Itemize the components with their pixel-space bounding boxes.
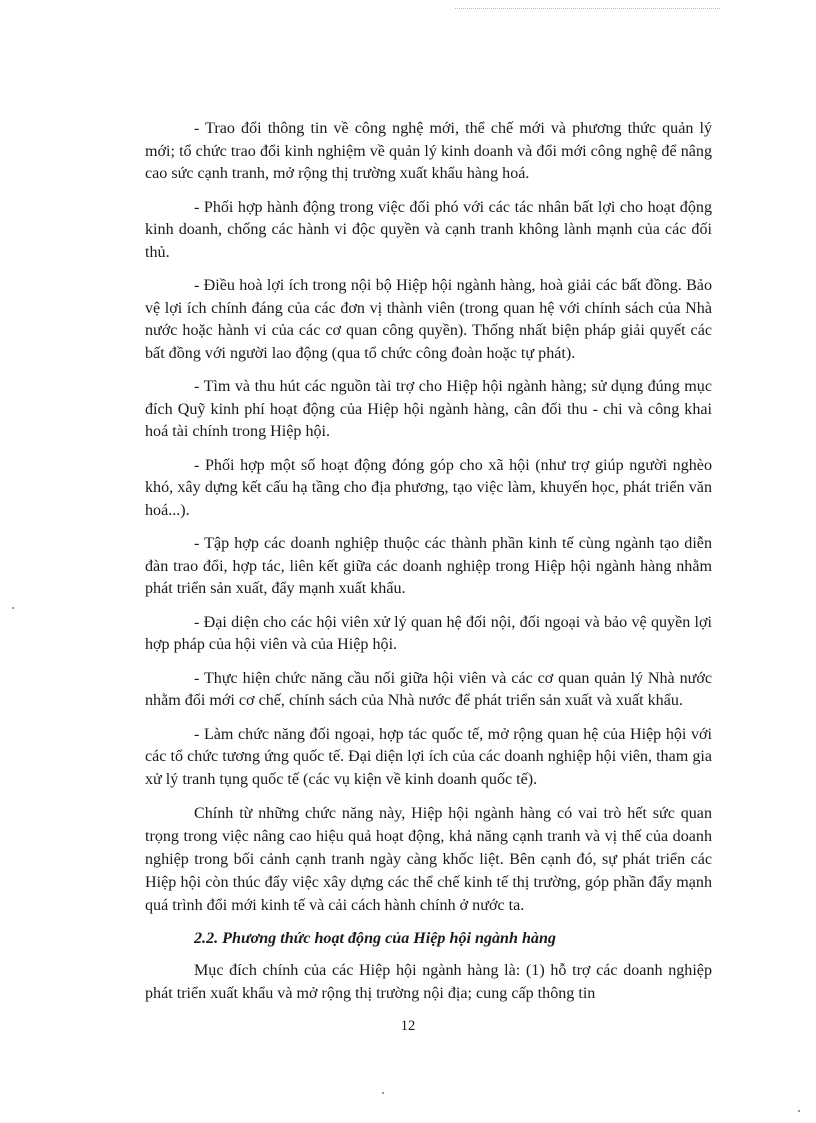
- scan-speck: [382, 1092, 384, 1094]
- scan-speck: [12, 607, 14, 609]
- scan-speck: [798, 1110, 800, 1112]
- paragraph-information-exchange: - Trao đổi thông tin về công nghệ mới, thể chế mới và phương thức quản lý mới; tổ chức trao đổi kinh nghiệm về quản lý kinh doanh và đổi mới công nghệ để nâng cao sức cạnh tranh, mở rộng thị trường xuất khẩu hàng hoá.: [145, 120, 712, 182]
- paragraph-member-representation: - Đại diện cho các hội viên xử lý quan hệ đối nội, đối ngoại và bảo vệ quyền lợi hợp pháp của hội viên và của Hiệp hội.: [145, 613, 712, 653]
- paragraph-coordinated-action: - Phối hợp hành động trong việc đối phó với các tác nhân bất lợi cho hoạt động kinh doanh, chống các hành vi độc quyền và cạnh tranh không lành mạnh của các đối thủ.: [145, 198, 712, 261]
- paragraph-main-purpose: Mục đích chính của các Hiệp hội ngành hàng là: (1) hỗ trợ các doanh nghiệp phát triển xuất khẩu và mở rộng thị trường nội địa; cung cấp thông tin: [145, 962, 712, 1002]
- page-number: 12: [400, 1018, 416, 1034]
- paragraph-state-bridge: - Thực hiện chức năng cầu nối giữa hội viên và các cơ quan quản lý Nhà nước nhằm đổi mới cơ chế, chính sách của Nhà nước để phát triển sản xuất và xuất khẩu.: [145, 669, 712, 709]
- paragraph-business-forum: - Tập hợp các doanh nghiệp thuộc các thành phần kinh tế cùng ngành tạo diễn đàn trao đổi, hợp tác, liên kết giữa các doanh nghiệp trong Hiệp hội ngành hàng nhằm phát triển sản xuất, đẩy mạnh xuất khẩu.: [145, 535, 712, 597]
- scan-artifact-top: [455, 0, 720, 9]
- paragraph-social-contribution: - Phối hợp một số hoạt động đóng góp cho xã hội (như trợ giúp người nghèo khó, xây dựng kết cấu hạ tầng cho địa phương, tạo việc làm, khuyến học, phát triển văn hoá...).: [145, 456, 712, 519]
- paragraph-conclusion: Chính từ những chức năng này, Hiệp hội ngành hàng có vai trò hết sức quan trọng trong việc nâng cao hiệu quả hoạt động, khả năng cạnh tranh và vị thế của doanh nghiệp trong bối cảnh cạnh tranh ngày càng khốc liệt. Bên cạnh đó, sự phát triển các Hiệp hội còn thúc đẩy việc xây dựng các thể chế kinh tế thị trường, góp phần đẩy mạnh quá trình đổi mới kinh tế và cải cách hành chính ở nước ta.: [145, 805, 712, 914]
- paragraph-funding-sources: - Tìm và thu hút các nguồn tài trợ cho Hiệp hội ngành hàng; sử dụng đúng mục đích Quỹ kinh phí hoạt động của Hiệp hội ngành hàng, cân đối thu - chi và công khai hoá tài chính trong Hiệp hội.: [145, 378, 712, 440]
- section-heading: 2.2. Phương thức hoạt động của Hiệp hội ngành hàng: [194, 930, 556, 947]
- document-page: [145, 118, 712, 1016]
- paragraph-international-cooperation: - Làm chức năng đối ngoại, hợp tác quốc tế, mở rộng quan hệ của Hiệp hội với các tổ chức tương ứng quốc tế. Đại diện lợi ích của các doanh nghiệp hội viên, tham gia xử lý tranh tụng quốc tế (các vụ kiện về kinh doanh quốc tế).: [145, 725, 712, 788]
- paragraph-interest-reconciliation: - Điều hoà lợi ích trong nội bộ Hiệp hội ngành hàng, hoà giải các bất đồng. Bảo vệ lợi ích chính đáng của các đơn vị thành viên (trong quan hệ với chính sách của Nhà nước hoặc hành vi của các cơ quan công quyền). Thống nhất biện pháp giải quyết các bất đồng với người lao động (qua tổ chức công đoàn hoặc tự phát).: [145, 277, 712, 362]
